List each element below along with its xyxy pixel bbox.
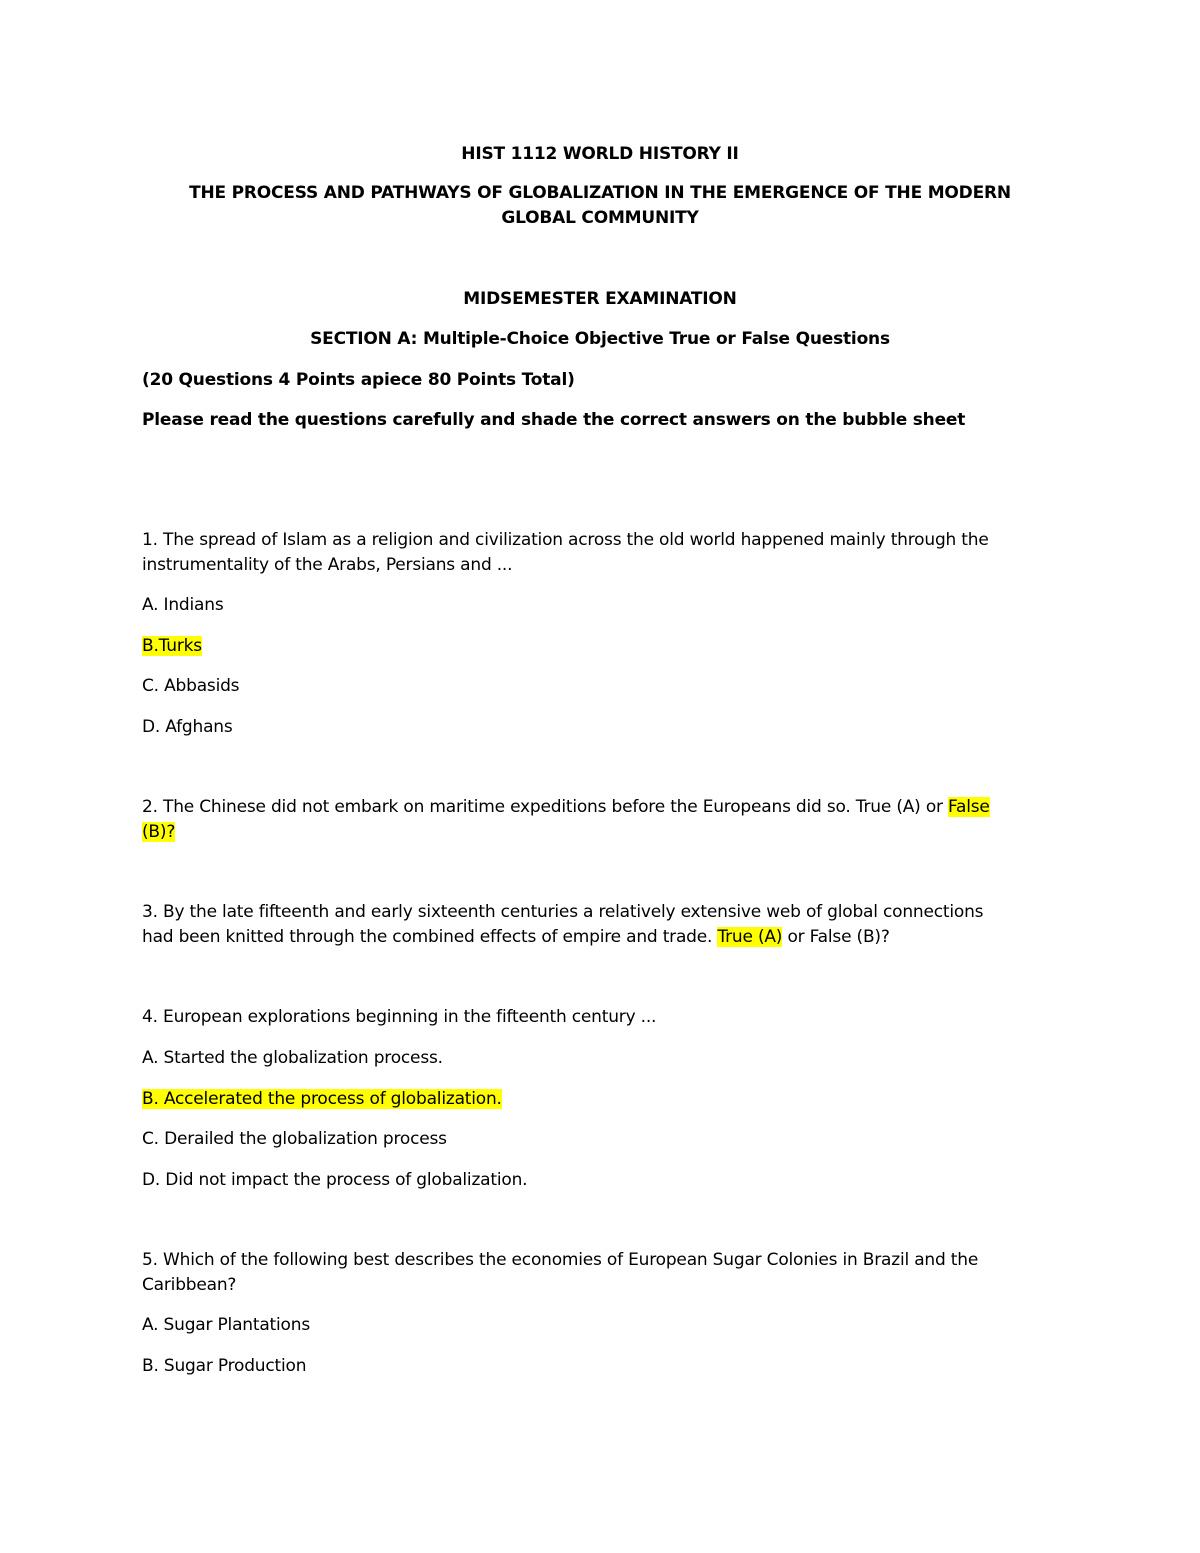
- q2-answer-highlight: False: [948, 797, 990, 817]
- q1-text-line-1: 1. The spread of Islam as a religion and civilization across the old world happened mainly through the: [142, 530, 989, 550]
- q3-answer-highlight: True (A): [717, 927, 783, 947]
- q4-text-line-1: 4. European explorations beginning in the fifteenth century ...: [142, 1007, 657, 1027]
- q4-option-d: D. Did not impact the process of globalization.: [142, 1170, 528, 1190]
- q4-option-b-highlight: B. Accelerated the process of globalization.: [142, 1089, 502, 1109]
- q3-text-end: or False (B)?: [782, 927, 890, 947]
- section-heading: SECTION A: Multiple-Choice Objective True or False Questions: [310, 329, 890, 349]
- q4-option-c: C. Derailed the globalization process: [142, 1129, 447, 1149]
- subtitle-line-2: GLOBAL COMMUNITY: [501, 208, 699, 228]
- q5-option-a: A. Sugar Plantations: [142, 1315, 310, 1335]
- subtitle-line-1: THE PROCESS AND PATHWAYS OF GLOBALIZATION IN THE EMERGENCE OF THE MODERN: [189, 183, 1011, 203]
- exam-title: MIDSEMESTER EXAMINATION: [463, 289, 737, 309]
- q3-text-line-2: [142, 925, 890, 949]
- points-note: (20 Questions 4 Points apiece 80 Points Total): [142, 370, 575, 390]
- q2-text: 2. The Chinese did not embark on maritime expeditions before the Europeans did so. True (A) or: [142, 797, 949, 817]
- q2-answer-highlight-cont: (B)?: [142, 822, 176, 842]
- q4-option-a: A. Started the globalization process.: [142, 1048, 443, 1068]
- q5-text-line-1: 5. Which of the following best describes the economies of European Sugar Colonies in Brazil and the: [142, 1250, 979, 1270]
- q5-text-line-2: Caribbean?: [142, 1275, 237, 1295]
- q1-option-b-highlight: B.Turks: [142, 636, 202, 656]
- q2-text-line-2: [142, 820, 175, 844]
- q1-option-a: A. Indians: [142, 595, 224, 615]
- q3-text: had been knitted through the combined effects of empire and trade.: [142, 927, 718, 947]
- q1-option-b: [142, 634, 202, 658]
- q1-option-c: C. Abbasids: [142, 676, 240, 696]
- q2-text-line-1: [142, 795, 990, 819]
- course-title: HIST 1112 WORLD HISTORY II: [461, 144, 739, 164]
- q1-text-line-2: instrumentality of the Arabs, Persians and ...: [142, 555, 513, 575]
- instructions: Please read the questions carefully and shade the correct answers on the bubble sheet: [142, 410, 966, 430]
- q5-option-b: B. Sugar Production: [142, 1356, 307, 1376]
- q4-option-b: [142, 1087, 502, 1111]
- q3-text-line-1: 3. By the late fifteenth and early sixteenth centuries a relatively extensive web of global connections: [142, 902, 984, 922]
- q1-option-d: D. Afghans: [142, 717, 233, 737]
